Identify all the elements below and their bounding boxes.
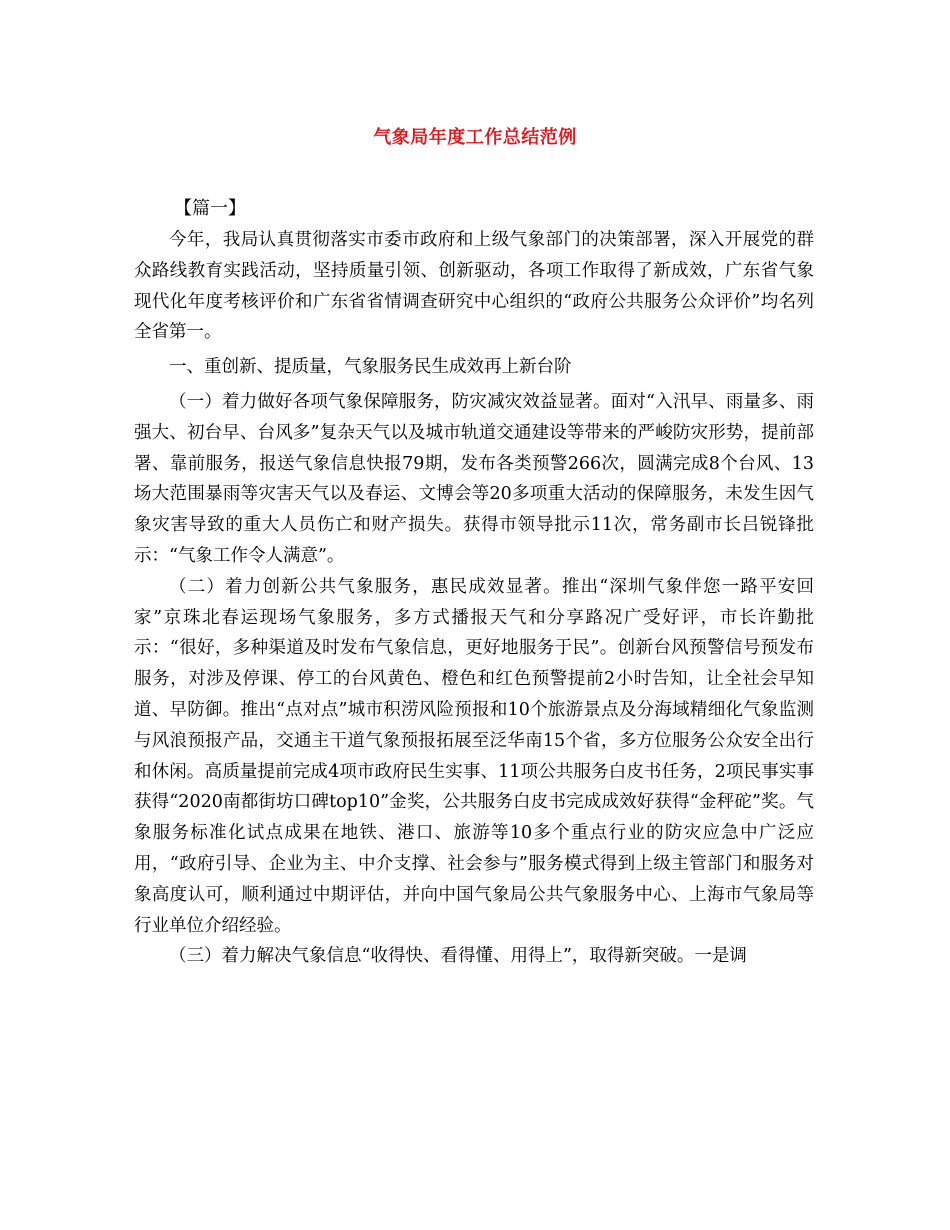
document-title: 气象局年度工作总结范例	[373, 127, 577, 148]
document-body	[134, 225, 814, 972]
section-label: 【篇一】	[174, 198, 246, 219]
body-paragraph-1: （一）着力做好各项气象保障服务，防灾减灾效益显著。面对“入汛早、雨量多、雨强大、初台早、台风多”复杂天气以及城市轨道交通建设等带来的严峻防灾形势，提前部署、靠前服务，报送气象信息快报79期，发布各类预警266次，圆满完成8个台风、13场大范围暴雨等灾害天气以及春运、文博会等20多项重大活动的保障服务，未发生因气象灾害导致的重大人员伤亡和财产损失。获得市领导批示11次，常务副市长吕锐锋批示：“气象工作令人满意”。	[134, 391, 814, 566]
intro-paragraph: 今年，我局认真贯彻落实市委市政府和上级气象部门的决策部署，深入开展党的群众路线教育实践活动，坚持质量引领、创新驱动，各项工作取得了新成效，广东省气象现代化年度考核评价和广东省省情调查研究中心组织的“政府公共服务公众评价”均名列全省第一。	[134, 230, 814, 343]
section-heading: 一、重创新、提质量，气象服务民生成效再上新台阶	[169, 357, 572, 378]
body-paragraph-2: （二）着力创新公共气象服务，惠民成效显著。推出“深圳气象伴您一路平安回家”京珠北春运现场气象服务，多方式播报天气和分享路况广受好评，市长许勤批示：“很好，多种渠道及时发布气象信息，更好地服务于民”。创新台风预警信号预发布服务，对涉及停课、停工的台风黄色、橙色和红色预警提前2小时告知，让全社会早知道、早防御。推出“点对点”城市积涝风险预报和10个旅游景点及分海域精细化气象监测与风浪预报产品，交通主干道气象预报拓展至泛华南15个省，多方位服务公众安全出行和休闲。高质量提前完成4项市政府民生实事、11项公共服务白皮书任务，2项民事实事获得“2020南都街坊口碑top10”金奖，公共服务白皮书完成成效好获得“金秤砣”奖。气象服务标准化试点成果在地铁、港口、旅游等10多个重点行业的防灾应急中广泛应用，“政府引导、企业为主、中介支撑、社会参与”服务模式得到上级主管部门和服务对象高度认可，顺利通过中期评估，并向中国气象局公共气象服务中心、上海市气象局等行业单位介绍经验。	[134, 576, 814, 936]
body-paragraph-3: （三）着力解决气象信息“收得快、看得懂、用得上”，取得新突破。一是调	[169, 946, 747, 967]
